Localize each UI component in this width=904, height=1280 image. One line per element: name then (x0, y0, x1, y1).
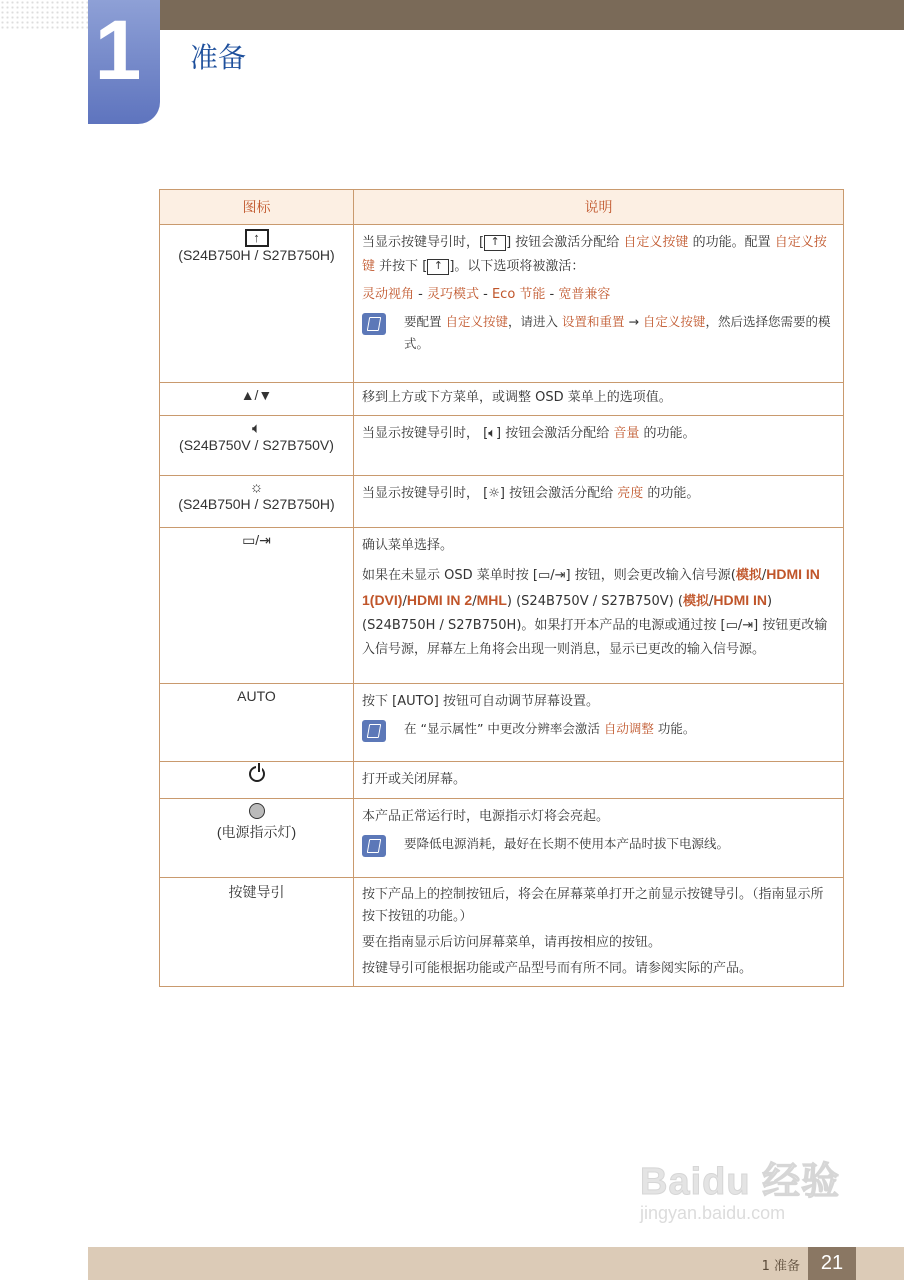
icon-cell (160, 878, 354, 987)
table-row (160, 383, 844, 416)
icon-cell (160, 225, 354, 383)
source-term: HDMI IN (713, 592, 768, 608)
desc-text: 本产品正常运行时，电源指示灯将会亮起。 (362, 809, 610, 824)
table-row (160, 476, 844, 528)
chapter-number: 1 (94, 3, 142, 97)
header-dot-pattern (0, 0, 90, 30)
custom-key-icon: ↑ (484, 235, 506, 251)
separator: / (708, 594, 714, 609)
separator: / (472, 594, 477, 609)
up-down-arrow-icon: ▲/▼ (240, 387, 273, 403)
description-cell (354, 799, 844, 878)
note-text: 要降低电源消耗，最好在长期不使用本产品时拔下电源线。 (404, 836, 730, 851)
note-text: 要配置 (404, 314, 446, 329)
desc-text: 按下产品上的控制按钮后，将会在屏幕菜单打开之前显示按键导引。（指南显示所按下按钮的功能。） (362, 887, 824, 924)
button-description-table (159, 189, 844, 987)
source-term: MHL (476, 592, 507, 608)
separator: / (761, 568, 767, 583)
chapter-tab (88, 0, 160, 124)
option-term: 灵巧模式 (426, 287, 479, 302)
source-term: 模拟 (735, 568, 762, 583)
description-cell (354, 528, 844, 684)
key-guide-label: 按键导引 (228, 884, 285, 900)
description-cell (354, 684, 844, 762)
custom-key-term: 自定义按键 (445, 314, 508, 329)
desc-text: ]。以下选项将被激活： (449, 259, 585, 274)
footer-section: 1 准备 (761, 1259, 800, 1274)
note-text: 在 “显示属性” 中更改分辨率会激活 (404, 721, 604, 736)
separator: - (479, 287, 492, 302)
source-enter-icon: ▭/⇥ (242, 532, 271, 548)
speaker-icon: 🔈︎ (251, 420, 261, 437)
desc-text: ] 按钮会激活分配给 (506, 235, 624, 250)
table-row (160, 878, 844, 987)
description-cell (354, 762, 844, 799)
model-label: (S24B750H / S27B750H) (178, 496, 335, 512)
brightness-icon: ☼ (249, 479, 264, 496)
power-led-icon (249, 803, 265, 819)
description-cell (354, 416, 844, 476)
desc-text: 按键导引可能根据功能或产品型号而有所不同。请参阅实际的产品。 (362, 961, 753, 976)
desc-text: ) (S24B750H / S27B750H)。如果打开本产品的电源或通过按 [ (362, 594, 773, 633)
desc-text: 如果在未显示 OSD 菜单时按 [ (362, 568, 538, 583)
brightness-term: 亮度 (617, 486, 644, 501)
desc-text: 当显示按键导引时， [ (362, 486, 489, 501)
desc-text: 按下 [AUTO] 按钮可自动调节屏幕设置。 (362, 694, 599, 709)
volume-term: 音量 (613, 426, 640, 441)
table-row (160, 416, 844, 476)
source-enter-icon: ▭/⇥ (537, 568, 566, 583)
description-cell (354, 878, 844, 987)
desc-text: ] 按钮，则会更改输入信号源( (565, 568, 736, 583)
separator: - (414, 287, 427, 302)
icon-cell (160, 416, 354, 476)
model-label: (电源指示灯) (216, 824, 297, 840)
icon-cell (160, 762, 354, 799)
source-term: HDMI IN 2 (406, 592, 473, 608)
icon-cell (160, 383, 354, 416)
custom-key-icon: ↑ (427, 259, 449, 275)
desc-text: 当显示按键导引时，[ (362, 235, 485, 250)
note-text: ，然后选择您需要的模式。 (404, 314, 831, 351)
page-footer (88, 1247, 904, 1280)
table-row (160, 762, 844, 799)
description-cell (354, 476, 844, 528)
icon-cell (160, 476, 354, 528)
watermark-url: jingyan.baidu.com (640, 1203, 786, 1223)
note (362, 311, 835, 355)
chapter-title: 准备 (190, 41, 247, 74)
source-enter-icon: ▭/⇥ (725, 618, 754, 633)
option-term: 灵动视角 (362, 287, 415, 302)
icon-cell (160, 799, 354, 878)
desc-text: ) (S24B750V / S27B750V) ( (506, 594, 683, 609)
auto-button-label: AUTO (237, 688, 276, 704)
desc-text: 并按下 [ (375, 259, 428, 274)
option-term: 宽普兼容 (558, 287, 611, 302)
note-icon (362, 313, 386, 335)
brightness-icon: ☼ (488, 486, 500, 501)
source-term: 模拟 (682, 594, 709, 609)
custom-key-term: 自定义按键 (623, 235, 689, 250)
source-term: HDMI IN 1(DVI) (362, 566, 820, 608)
page-number: 21 (808, 1247, 856, 1280)
option-term: Eco 节能 (491, 287, 546, 302)
table-row (160, 684, 844, 762)
settings-term: 设置和重置 (561, 314, 625, 329)
desc-text: ] 按钮会激活分配给 (499, 486, 618, 501)
desc-text: 当显示按键导引时， [ (362, 426, 489, 441)
model-label: (S24B750H / S27B750H) (178, 247, 335, 263)
note (362, 718, 835, 742)
desc-text: ] 按钮更改输入信号源，屏幕左上角将会出现一则消息，显示已更改的输入信号源。 (362, 618, 828, 657)
icon-cell (160, 684, 354, 762)
note-icon (362, 835, 386, 857)
watermark-logo: Baidu 经验 (640, 1161, 841, 1203)
desc-text: 确认菜单选择。 (362, 538, 454, 553)
power-icon (249, 766, 265, 782)
table-row (160, 225, 844, 383)
desc-text: 的功能。 (639, 426, 696, 441)
auto-adjust-term: 自动调整 (603, 721, 654, 736)
model-label: (S24B750V / S27B750V) (179, 437, 334, 453)
column-header-description: 说明 (354, 190, 844, 225)
custom-key-icon: ↑ (245, 229, 269, 247)
desc-text: 移到上方或下方菜单，或调整 OSD 菜单上的选项值。 (362, 390, 672, 405)
note (362, 833, 835, 857)
baidu-watermark (640, 1150, 860, 1224)
separator: / (402, 594, 407, 609)
description-cell (354, 225, 844, 383)
description-cell (354, 383, 844, 416)
desc-text: 的功能。 (643, 486, 700, 501)
header-bar (160, 0, 904, 30)
arrow: → (624, 314, 643, 329)
desc-text: 打开或关闭屏幕。 (362, 772, 467, 787)
custom-key-term: 自定义按键 (362, 235, 827, 274)
table-header-row (160, 190, 844, 225)
column-header-icon: 图标 (160, 190, 354, 225)
desc-text: 要在指南显示后访问屏幕菜单，请再按相应的按钮。 (362, 935, 662, 950)
note-text: ，请进入 (508, 314, 562, 329)
desc-text: 的功能。配置 (688, 235, 775, 250)
note-icon (362, 720, 386, 742)
separator: - (545, 287, 559, 302)
speaker-icon: 🔈︎ (488, 426, 497, 441)
table-row (160, 799, 844, 878)
icon-cell (160, 528, 354, 684)
table-row (160, 528, 844, 684)
custom-key-term: 自定义按键 (642, 314, 706, 329)
note-text: 功能。 (653, 721, 696, 736)
desc-text: ] 按钮会激活分配给 (496, 426, 614, 441)
